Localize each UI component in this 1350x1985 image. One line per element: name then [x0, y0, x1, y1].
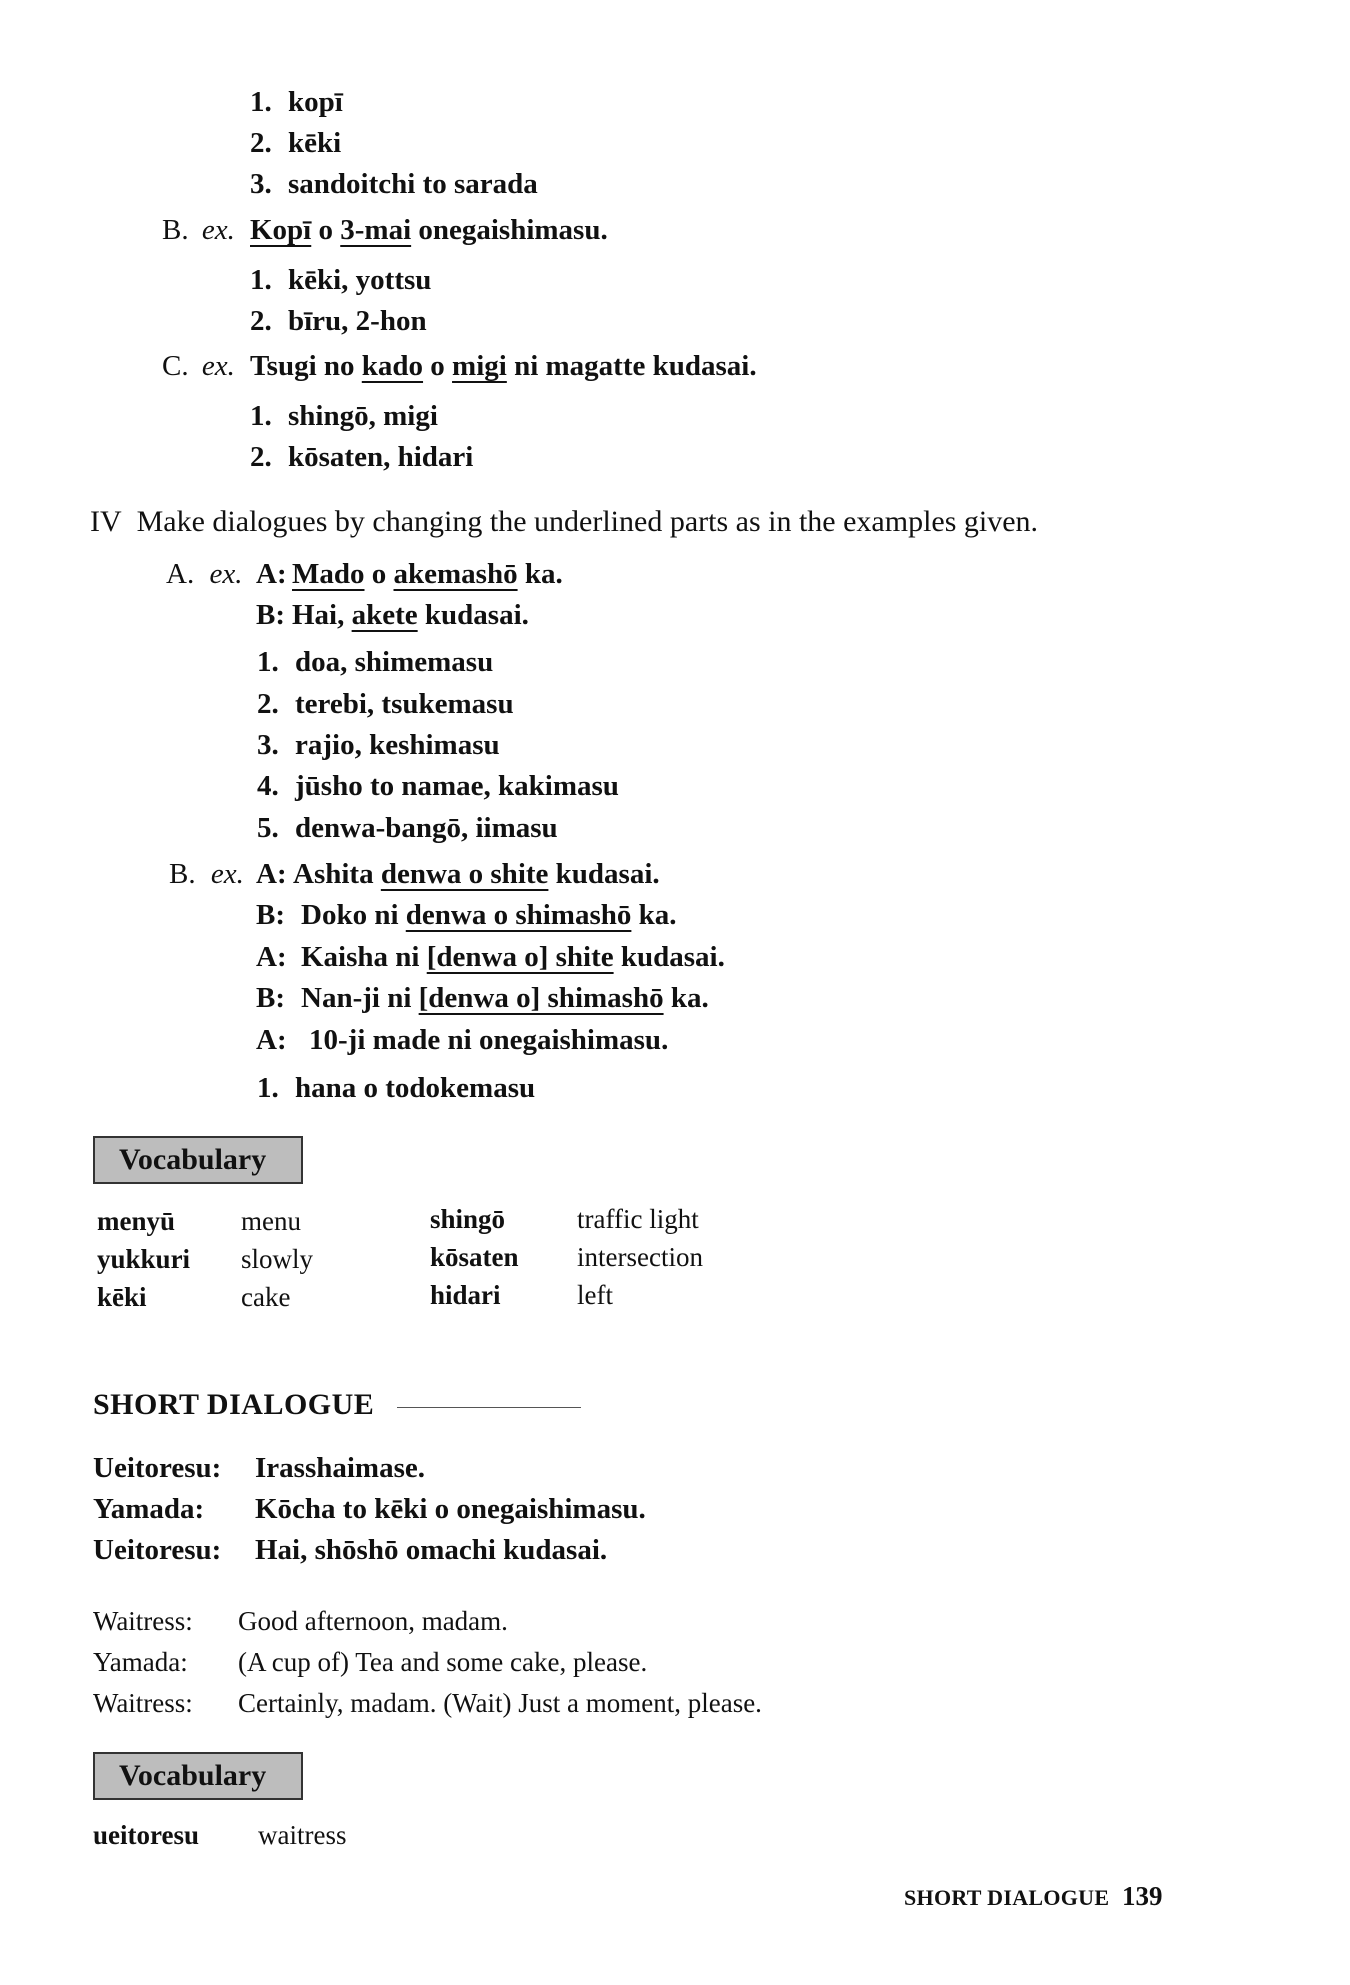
- speaker-label: Yamada:: [93, 1493, 205, 1525]
- text-segment: ka.: [517, 558, 563, 590]
- vocab-term: shingō: [430, 1204, 506, 1234]
- speaker-label: B:: [256, 982, 285, 1014]
- text-segment: 10-ji made ni onegaishimasu.: [309, 1024, 669, 1056]
- section-numeral: IV: [90, 505, 122, 538]
- item-text: terebi, tsukemasu: [295, 688, 514, 720]
- dialogue-line: [293, 856, 660, 892]
- exercise-label: B.: [169, 858, 196, 890]
- text-segment: Doko ni: [301, 899, 406, 931]
- dialogue-line: Irasshaimase.: [255, 1452, 425, 1484]
- dialogue-line: Good afternoon, madam.: [238, 1606, 508, 1636]
- speaker-label: Yamada:: [93, 1647, 188, 1677]
- iv-b-example-line-5: [256, 1022, 669, 1058]
- item-text: rajio, keshimasu: [295, 729, 500, 761]
- item-number: 2.: [250, 441, 272, 473]
- underlined-segment: kado: [361, 350, 424, 382]
- item-number: 1.: [250, 86, 272, 118]
- section-iv-instruction: [90, 503, 1038, 541]
- list-item: [257, 768, 619, 804]
- item-number: 1.: [250, 400, 272, 432]
- ex-marker: ex.: [201, 214, 235, 246]
- item-text: sandoitchi to sarada: [288, 168, 538, 200]
- text-segment: ni magatte kudasai.: [506, 350, 757, 382]
- speaker-label: A:: [256, 558, 287, 590]
- item-number: 2.: [250, 127, 272, 159]
- iv-b-example-line-3: [256, 939, 725, 975]
- speaker-label: A:: [256, 1024, 287, 1056]
- underlined-segment: migi: [452, 350, 507, 382]
- item-text: denwa-bangō, iimasu: [295, 812, 558, 844]
- item-number: 2.: [250, 305, 272, 337]
- vocab-meaning: menu: [241, 1206, 301, 1236]
- dialogue-line: [301, 939, 725, 975]
- exercise-label: B.: [162, 214, 189, 246]
- speaker-label: Waitress:: [93, 1688, 193, 1718]
- text-segment: onegaishimasu.: [411, 214, 608, 246]
- iv-b-example-line-1: [169, 856, 660, 892]
- underlined-segment: akemashō: [393, 558, 518, 590]
- list-item: [250, 125, 342, 161]
- ex-marker: ex.: [201, 350, 235, 382]
- text-segment: kudasai.: [613, 941, 725, 973]
- dialogue-line: [292, 556, 563, 592]
- underlined-segment: [denwa o] shite: [426, 941, 614, 973]
- speaker-label: Ueitoresu:: [93, 1534, 222, 1566]
- list-item: [250, 303, 427, 339]
- list-item: [257, 727, 500, 763]
- speaker-label: Waitress:: [93, 1606, 193, 1636]
- example-sentence: [250, 348, 757, 384]
- item-text: kōsaten, hidari: [288, 441, 474, 473]
- underlined-segment: Kopī: [250, 214, 312, 246]
- item-number: 5.: [257, 812, 279, 844]
- dialogue-line: Certainly, madam. (Wait) Just a moment, please.: [238, 1688, 762, 1718]
- item-text: jūsho to namae, kakimasu: [295, 770, 619, 802]
- example-sentence: [250, 212, 608, 248]
- exercise-label: C.: [162, 350, 189, 382]
- item-number: 3.: [257, 729, 279, 761]
- list-item: [250, 398, 438, 434]
- text-segment: o: [311, 214, 341, 246]
- exercise-c-example: [162, 348, 757, 384]
- vocab-meaning: left: [577, 1280, 613, 1310]
- item-number: 1.: [250, 264, 272, 296]
- item-text: kēki: [288, 127, 342, 159]
- item-text: kopī: [288, 86, 343, 118]
- dialogue-line: Hai, shōshō omachi kudasai.: [255, 1534, 608, 1566]
- vocab-meaning: slowly: [241, 1244, 314, 1274]
- instruction-text: Make dialogues by changing the underlined parts as in the examples given.: [136, 505, 1039, 538]
- list-item: [250, 166, 538, 202]
- item-text: bīru, 2-hon: [288, 305, 427, 337]
- dialogue-line: [301, 897, 677, 933]
- iv-a-example-line-1: [166, 556, 563, 592]
- section-title: SHORT DIALOGUE: [93, 1388, 375, 1421]
- list-item: [257, 810, 558, 846]
- underlined-segment: 3-mai: [340, 214, 412, 246]
- text-segment: Nan-ji ni: [301, 982, 419, 1014]
- text-segment: ka.: [631, 899, 677, 931]
- title-rule: [397, 1407, 581, 1408]
- speaker-label: B:: [256, 599, 285, 631]
- list-item: [250, 262, 432, 298]
- list-item: [250, 84, 343, 120]
- vocab-meaning: intersection: [577, 1242, 703, 1272]
- vocab-term: menyū: [97, 1206, 176, 1236]
- speaker-label: B:: [256, 899, 285, 931]
- ex-marker: ex.: [209, 558, 243, 590]
- list-item: [257, 1070, 536, 1106]
- dialogue-line: [292, 597, 529, 633]
- iv-b-example-line-4: [256, 980, 709, 1016]
- speaker-label: A:: [256, 858, 287, 890]
- vocab-term: kōsaten: [430, 1242, 519, 1272]
- dialogue-line: Kōcha to kēki o onegaishimasu.: [255, 1493, 646, 1525]
- speaker-label: Ueitoresu:: [93, 1452, 222, 1484]
- text-segment: Ashita: [293, 858, 381, 890]
- iv-a-example-line-2: [256, 597, 529, 633]
- speaker-label: A:: [256, 941, 287, 973]
- item-number: 3.: [250, 168, 272, 200]
- vocab-meaning: cake: [241, 1282, 291, 1312]
- text-segment: Hai,: [292, 599, 352, 631]
- underlined-segment: [denwa o] shimashō: [418, 982, 664, 1014]
- text-segment: Kaisha ni: [301, 941, 427, 973]
- item-text: kēki, yottsu: [288, 264, 432, 296]
- text-segment: Tsugi no: [250, 350, 362, 382]
- exercise-label: A.: [166, 558, 195, 590]
- dialogue-line: (A cup of) Tea and some cake, please.: [238, 1647, 648, 1677]
- vocab-term: ueitoresu: [93, 1820, 199, 1850]
- vocab-meaning: traffic light: [577, 1204, 699, 1234]
- text-segment: o: [364, 558, 394, 590]
- item-number: 1.: [257, 1072, 279, 1104]
- page-number: 139: [1122, 1881, 1163, 1911]
- underlined-segment: Mado: [292, 558, 365, 590]
- text-segment: ka.: [663, 982, 709, 1014]
- vocab-term: yukkuri: [97, 1244, 191, 1274]
- item-number: 4.: [257, 770, 279, 802]
- underlined-segment: denwa o shite: [380, 858, 549, 890]
- vocab-term: hidari: [430, 1280, 501, 1310]
- item-text: doa, shimemasu: [295, 646, 494, 678]
- text-segment: o: [423, 350, 453, 382]
- item-text: hana o todokemasu: [295, 1072, 536, 1104]
- dialogue-line: [301, 980, 709, 1016]
- text-segment: kudasai.: [548, 858, 660, 890]
- ex-marker: ex.: [210, 858, 244, 890]
- iv-b-example-line-2: [256, 897, 677, 933]
- list-item: [257, 686, 514, 722]
- dialogue-line: [309, 1022, 668, 1058]
- vocab-term: kēki: [97, 1282, 147, 1312]
- text-segment: kudasai.: [417, 599, 529, 631]
- list-item: [250, 439, 474, 475]
- list-item: [257, 644, 494, 680]
- running-footer-title: SHORT DIALOGUE: [904, 1885, 1110, 1910]
- item-text: shingō, migi: [288, 400, 438, 432]
- vocab-meaning: waitress: [258, 1820, 347, 1850]
- vocabulary-heading: Vocabulary: [93, 1752, 303, 1800]
- item-number: 1.: [257, 646, 279, 678]
- item-number: 2.: [257, 688, 279, 720]
- vocabulary-heading: Vocabulary: [93, 1136, 303, 1184]
- underlined-segment: akete: [351, 599, 418, 631]
- underlined-segment: denwa o shimashō: [405, 899, 632, 931]
- exercise-b-example: [162, 212, 608, 248]
